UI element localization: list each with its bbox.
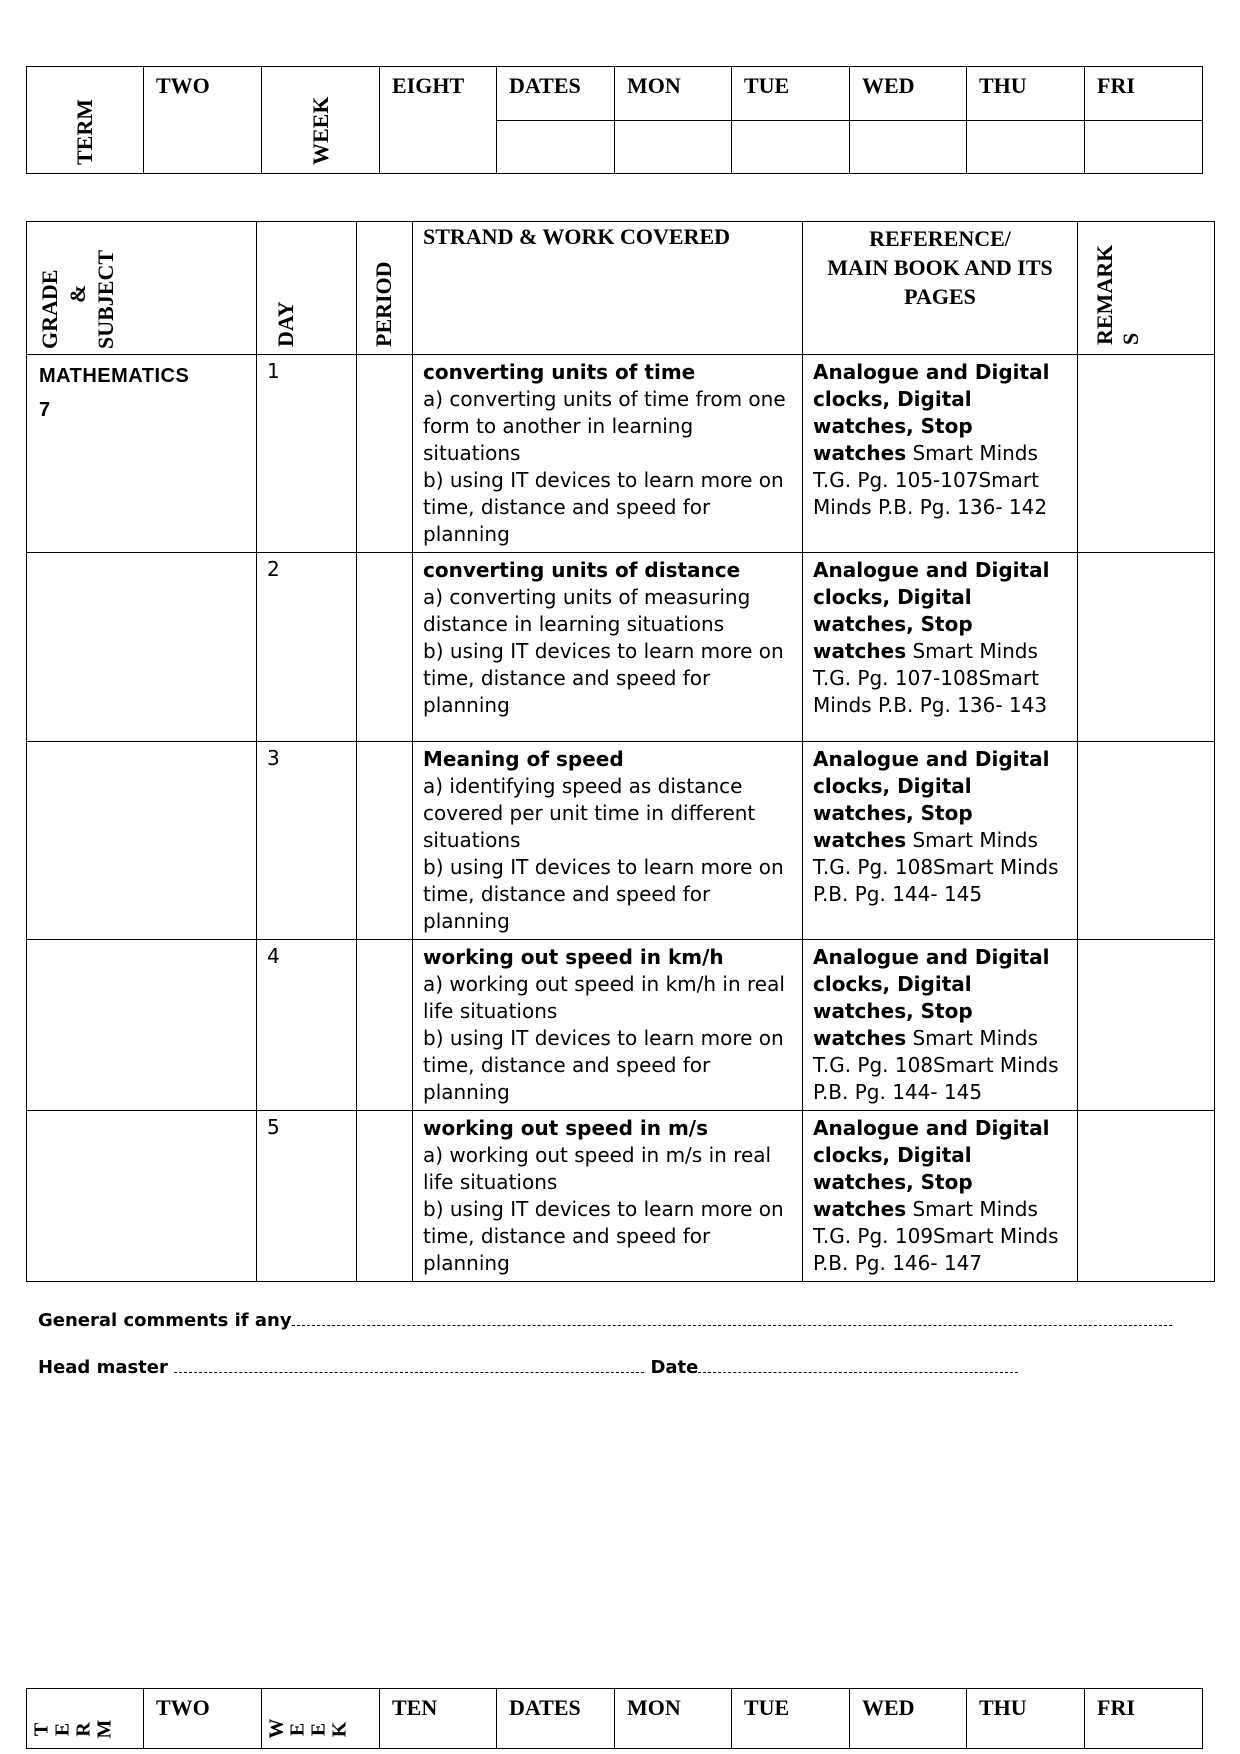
strand-cell	[413, 355, 803, 553]
strand-point-b: b) using IT devices to learn more on time, distance and speed for planning	[423, 1026, 784, 1104]
subject-label: SUBJECT	[93, 249, 118, 349]
table-row	[27, 355, 1215, 553]
headmaster-label: Head master	[38, 1357, 168, 1378]
general-comments-label: General comments if any	[38, 1310, 292, 1331]
term-label: TERM	[72, 99, 97, 165]
remarks-col-label-2: S	[1118, 332, 1143, 345]
remarks-header	[1078, 222, 1215, 355]
general-comments-line	[38, 1310, 1172, 1331]
term-label-cell	[27, 1689, 144, 1749]
strand-point-a: a) working out speed in m/s in real life situations	[423, 1143, 772, 1194]
week-label-cell	[262, 67, 380, 174]
date-field[interactable]	[698, 1358, 1018, 1373]
day-wed: WED	[850, 1689, 967, 1749]
grade-label: GRADE	[37, 269, 62, 349]
week-letter: K	[328, 1721, 351, 1738]
reference-materials: Analogue and Digital clocks, Digital watches, Stop watches	[813, 1116, 1050, 1221]
subject-grade: 7	[39, 399, 51, 421]
strand-title: Meaning of speed	[423, 747, 624, 771]
term-value: TWO	[144, 1689, 262, 1749]
period-cell[interactable]	[357, 742, 413, 940]
strand-point-a: a) working out speed in km/h in real life situations	[423, 972, 785, 1023]
table-row	[27, 742, 1215, 940]
period-cell[interactable]	[357, 1111, 413, 1282]
dates-label: DATES	[497, 67, 615, 121]
reference-materials: Analogue and Digital clocks, Digital watches, Stop watches	[813, 558, 1050, 663]
subject-cell	[27, 940, 257, 1111]
week-letter: E	[307, 1722, 330, 1737]
subject-name: MATHEMATICS	[39, 365, 190, 387]
general-comments-field[interactable]	[292, 1311, 1172, 1326]
reference-pages: Smart Minds T.G. Pg. 107-108Smart Minds P.B. Pg. 136- 143	[813, 639, 1048, 717]
scheme-of-work-table	[26, 221, 1215, 1282]
date-cell-dates[interactable]	[497, 120, 615, 174]
subject-cell	[27, 553, 257, 742]
week-value: TEN	[380, 1689, 497, 1749]
term-value: TWO	[144, 67, 262, 174]
day-number: 1	[257, 355, 357, 553]
date-cell-wed[interactable]	[850, 120, 967, 174]
week-label-cell	[262, 1689, 380, 1749]
period-cell[interactable]	[357, 553, 413, 742]
headmaster-field[interactable]	[174, 1358, 644, 1373]
headmaster-line	[38, 1357, 1018, 1378]
day-tue: TUE	[732, 67, 850, 121]
day-tue: TUE	[732, 1689, 850, 1749]
remarks-cell[interactable]	[1078, 1111, 1215, 1282]
strand-title: working out speed in km/h	[423, 945, 724, 969]
day-number: 3	[257, 742, 357, 940]
reference-header-line2: MAIN BOOK AND ITS	[827, 255, 1053, 280]
period-header	[357, 222, 413, 355]
day-mon: MON	[615, 67, 732, 121]
strand-point-a: a) converting units of measuring distance in learning situations	[423, 585, 751, 636]
reference-pages: Smart Minds T.G. Pg. 108Smart Minds P.B. Pg. 144- 145	[813, 1026, 1059, 1104]
strand-cell	[413, 1111, 803, 1282]
next-week-header-table	[26, 1688, 1203, 1749]
strand-point-b: b) using IT devices to learn more on time, distance and speed for planning	[423, 1197, 784, 1275]
strand-cell	[413, 742, 803, 940]
reference-materials: Analogue and Digital clocks, Digital watches, Stop watches	[813, 747, 1050, 852]
grade-subject-header	[27, 222, 257, 355]
week-value: EIGHT	[380, 67, 497, 174]
reference-header-line1: REFERENCE/	[869, 226, 1011, 251]
date-cell-mon[interactable]	[615, 120, 732, 174]
remarks-col-label-1: REMARK	[1092, 244, 1117, 345]
strand-point-a: a) converting units of time from one form to another in learning situations	[423, 387, 786, 465]
reference-materials: Analogue and Digital clocks, Digital watches, Stop watches	[813, 945, 1050, 1050]
week-letter: W	[265, 1718, 288, 1739]
reference-cell	[803, 940, 1078, 1111]
dates-label: DATES	[497, 1689, 615, 1749]
strand-point-b: b) using IT devices to learn more on time, distance and speed for planning	[423, 639, 784, 717]
reference-pages: Smart Minds T.G. Pg. 108Smart Minds P.B. Pg. 144- 145	[813, 828, 1059, 906]
reference-header	[803, 222, 1078, 355]
strand-header: STRAND & WORK COVERED	[413, 222, 803, 355]
date-cell-thu[interactable]	[967, 120, 1085, 174]
week-label-stack	[265, 1718, 351, 1741]
table-row	[27, 940, 1215, 1111]
strand-cell	[413, 553, 803, 742]
strand-cell	[413, 940, 803, 1111]
period-cell[interactable]	[357, 355, 413, 553]
table-row	[27, 1111, 1215, 1282]
day-number: 5	[257, 1111, 357, 1282]
reference-header-line3: PAGES	[904, 284, 976, 309]
remarks-cell[interactable]	[1078, 553, 1215, 742]
strand-point-b: b) using IT devices to learn more on time, distance and speed for planning	[423, 468, 784, 546]
strand-point-b: b) using IT devices to learn more on time, distance and speed for planning	[423, 855, 784, 933]
date-label: Date	[650, 1357, 699, 1378]
day-col-label: DAY	[273, 301, 298, 347]
reference-cell	[803, 553, 1078, 742]
day-thu: THU	[967, 1689, 1085, 1749]
reference-cell	[803, 742, 1078, 940]
reference-cell	[803, 355, 1078, 553]
day-wed: WED	[850, 67, 967, 121]
reference-cell	[803, 1111, 1078, 1282]
day-thu: THU	[967, 67, 1085, 121]
reference-pages: Smart Minds T.G. Pg. 105-107Smart Minds P.B. Pg. 136- 142	[813, 441, 1048, 519]
table-row	[27, 553, 1215, 742]
remarks-cell[interactable]	[1078, 355, 1215, 553]
strand-title: converting units of distance	[423, 558, 741, 582]
term-letter: R	[72, 1722, 95, 1737]
term-letter: E	[51, 1722, 74, 1737]
term-label-cell	[27, 67, 144, 174]
week-label: WEEK	[307, 96, 333, 165]
week-letter: E	[286, 1722, 309, 1737]
day-number: 4	[257, 940, 357, 1111]
day-fri: FRI	[1085, 1689, 1203, 1749]
week-header-table	[26, 66, 1203, 174]
amp-label: &	[65, 284, 90, 303]
date-cell-fri[interactable]	[1085, 120, 1203, 174]
day-number: 2	[257, 553, 357, 742]
period-cell[interactable]	[357, 940, 413, 1111]
strand-title: working out speed in m/s	[423, 1116, 708, 1140]
day-header	[257, 222, 357, 355]
period-col-label: PERIOD	[371, 261, 396, 347]
strand-point-a: a) identifying speed as distance covered per unit time in different situations	[423, 774, 756, 852]
subject-cell	[27, 355, 257, 553]
day-fri: FRI	[1085, 67, 1203, 121]
term-label-stack	[30, 1718, 116, 1741]
day-mon: MON	[615, 1689, 732, 1749]
remarks-cell[interactable]	[1078, 742, 1215, 940]
reference-pages: Smart Minds T.G. Pg. 109Smart Minds P.B. Pg. 146- 147	[813, 1197, 1059, 1275]
subject-cell	[27, 1111, 257, 1282]
term-letter: T	[30, 1722, 53, 1737]
date-cell-tue[interactable]	[732, 120, 850, 174]
term-letter: M	[93, 1719, 116, 1739]
remarks-cell[interactable]	[1078, 940, 1215, 1111]
strand-title: converting units of time	[423, 360, 696, 384]
subject-cell	[27, 742, 257, 940]
reference-materials: Analogue and Digital clocks, Digital watches, Stop watches	[813, 360, 1050, 465]
